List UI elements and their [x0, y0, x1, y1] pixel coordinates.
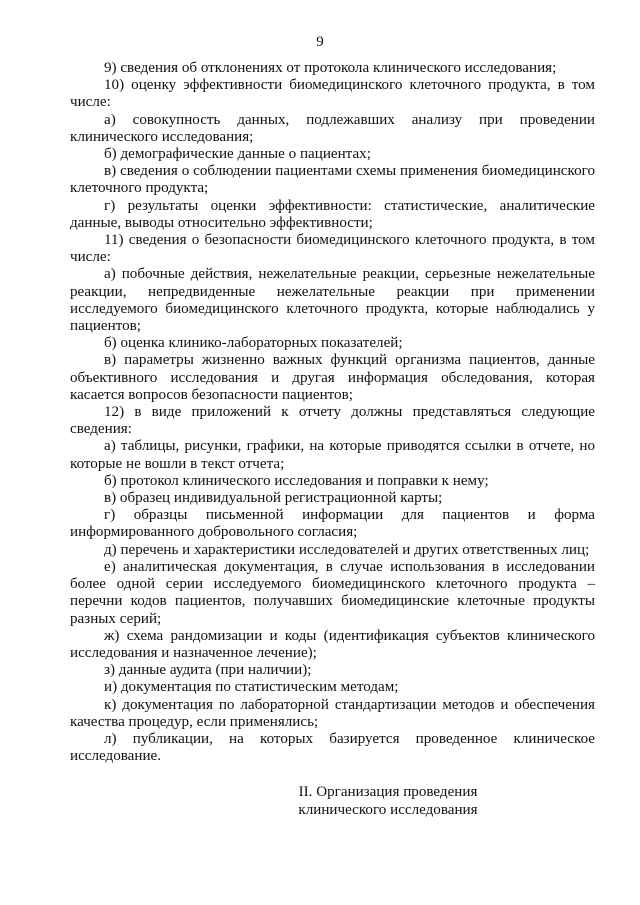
paragraph: б) демографические данные о пациентах;: [104, 146, 371, 163]
paragraph: в) параметры жизненно важных функций организма пациентов, данные объективного исследования и другая информация обследования, которая касается вопросов безопасности пациентов;: [70, 352, 595, 403]
paragraph: и) документация по статистическим методам;: [104, 679, 399, 696]
paragraph: а) таблицы, рисунки, графики, на которые приводятся ссылки в отчете, но которые не вошли в текст отчета;: [70, 438, 595, 472]
paragraph: д) перечень и характеристики исследователей и других ответственных лиц;: [104, 541, 590, 558]
section-heading-line: II. Организация проведения: [298, 784, 478, 801]
paragraph: з) данные аудита (при наличии);: [104, 662, 312, 679]
paragraph: г) образцы письменной информации для пациентов и форма информированного добровольного согласия;: [70, 507, 595, 541]
paragraph: а) побочные действия, нежелательные реакции, серьезные нежелательные реакции, непредвиденные нежелательные реакции при применении исследуемого биомедицинского клеточного продукта, которые наблюдались у пациентов;: [70, 266, 595, 335]
paragraph: в) сведения о соблюдении пациентами схемы применения биомедицинского клеточного продукта;: [70, 163, 595, 197]
paragraph: в) образец индивидуальной регистрационной карты;: [104, 490, 443, 507]
paragraph: е) аналитическая документация, в случае использования в исследовании более одной серии исследуемого биомедицинского клеточного продукта – перечни кодов пациентов, получавших биомедицинские клеточные продукты разных серий;: [70, 558, 595, 627]
document-body: [70, 60, 595, 819]
section-heading: [258, 783, 518, 819]
paragraph: б) оценка клинико-лабораторных показателей;: [104, 335, 403, 352]
paragraph: б) протокол клинического исследования и поправки к нему;: [104, 472, 489, 489]
page-number: 9: [316, 34, 324, 50]
paragraph: г) результаты оценки эффективности: статистические, аналитические данные, выводы относительно эффективности;: [70, 197, 595, 231]
paragraph: л) публикации, на которых базируется проведенное клиническое исследование.: [70, 730, 595, 765]
paragraph: 11) сведения о безопасности биомедицинского клеточного продукта, в том числе:: [70, 232, 595, 266]
paragraph: 12) в виде приложений к отчету должны представляться следующие сведения:: [70, 404, 595, 438]
paragraph: к) документация по лабораторной стандартизации методов и обеспечения качества процедур, если применялись;: [70, 696, 595, 730]
section-heading-line: клинического исследования: [298, 802, 478, 819]
paragraph: 10) оценку эффективности биомедицинского клеточного продукта, в том числе:: [70, 77, 595, 111]
paragraph: 9) сведения об отклонениях от протокола клинического исследования;: [104, 60, 557, 76]
paragraph: ж) схема рандомизации и коды (идентификация субъектов клинического исследования и назначенное лечение);: [70, 627, 595, 661]
paragraph: а) совокупность данных, подлежавших анализу при проведении клинического исследования;: [70, 111, 595, 145]
